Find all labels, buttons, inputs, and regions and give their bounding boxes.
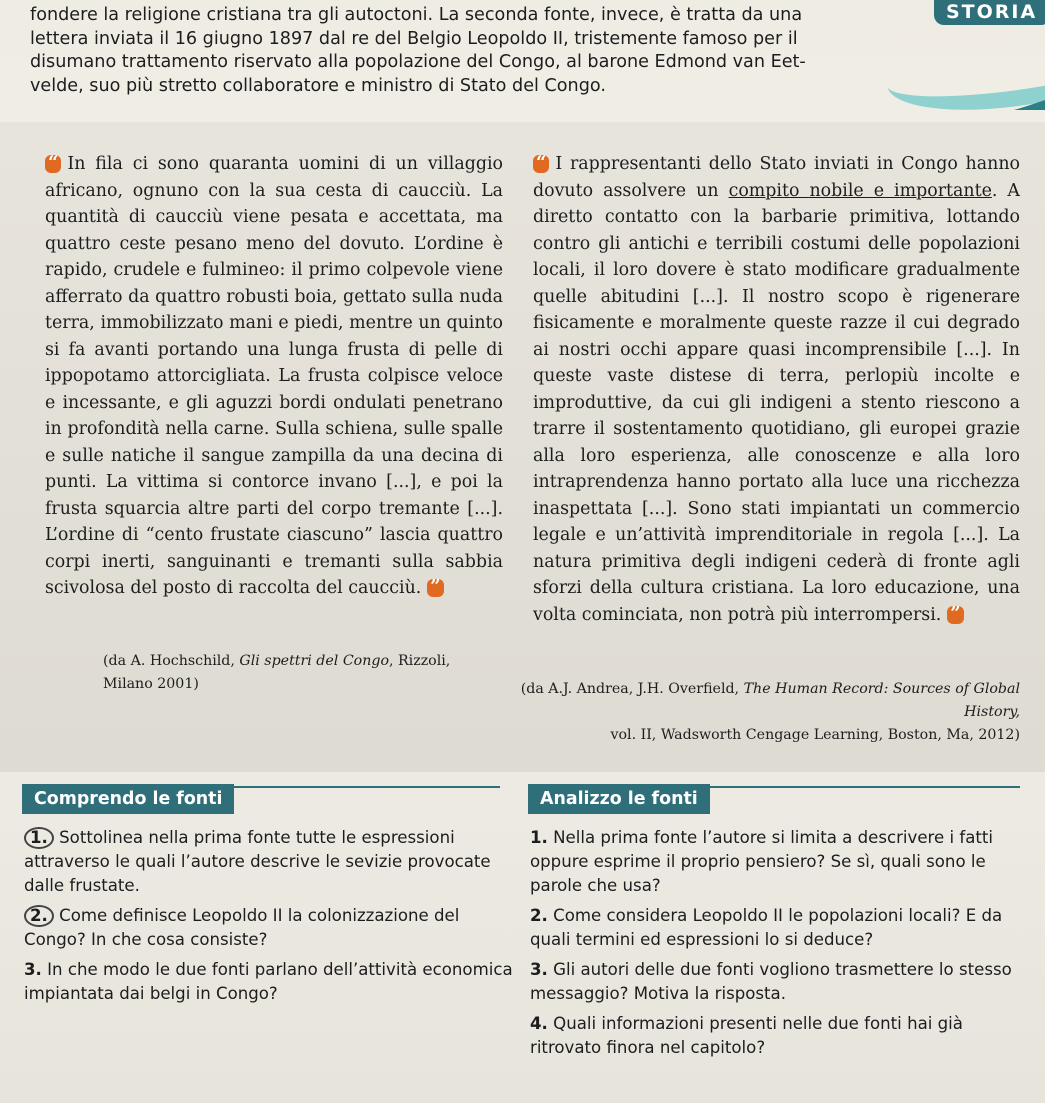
source-1-quote: [45, 151, 503, 602]
question-item: 2. Come considera Leopoldo II le popolazioni locali? E da quali termini ed espressioni lo si deduce?: [530, 906, 1003, 949]
intro-line: velde, suo più stretto collaboratore e ministro di Stato del Congo.: [30, 75, 606, 96]
source-1-text: In fila ci sono quaranta uomini di un villaggio africano, ognuno con la sua cesta di caucciù. La quantità di caucciù viene pesata e accettata, ma quattro ceste pesano meno del dovuto. L’ordine è rapido, crudele e fulmineo: il primo colpevole viene afferrato da quattro robusti boia, gettato sulla nuda terra, immobilizzato mani e piedi, mentre un quinto si fa avanti portando una lunga frusta di pelle di ippopotamo attorcigliata. La frusta colpisce veloce e incessante, e gli aguzzi bordi ondulati penetrano in profondità nella carne. Sulla schiena, sulle spalle e sulle natiche il sangue zampilla da una decina di punti. La vittima si contorce invano [...], e poi la frusta squarcia altre parti del corpo tremante [...]. L’ordine di “cento frustate ciascuno” lascia quattro corpi inerti, sanguinanti e tremanti sulla sabbia scivolosa del posto di raccolta del caucciù.: [45, 154, 503, 598]
source-2-text-before: I rappresentanti dello Stato inviati in Congo hanno dovuto assolvere un: [533, 154, 1020, 201]
intro-line: fondere la religione cristiana tra gli autoctoni. La seconda fonte, invece, è tratta da una: [30, 5, 803, 25]
source-2-text-after: . A diretto contatto con la barbarie primitiva, lottando contro gli antichi e terribili costumi delle popolazioni locali, il loro dovere è stato modificare gradualmente quelle abitudini [...]. Il nostro scopo è rigenerare fisicamente e moralmente queste razze il cui degrado ai nostri occhi appare quasi incomprensibile [...]. In queste vaste distese di terra, perlopiù incolte e improduttive, da cui gli indigeni a stento riescono a trarre il sostentamento quotidiano, gli europei grazie alla loro esperienza, alle conoscenze e alla loro intraprendenza hanno portato alla luce una ricchezza inaspettata [...]. Sono stati impiantati un commercio legale e un’attività imprenditoriale in regola [...]. La natura primitiva degli indigeni cederà di fronte agli sforzi della cultura cristiana. La loro educazione, una volta cominciata, non potrà più interrompersi.: [533, 180, 1020, 625]
analizzo-questions: [530, 826, 1022, 1066]
source-1-citation: (da A. Hochschild, Gli spettri del Congo, Rizzoli, Milano 2001): [103, 653, 451, 692]
source-2-citation: (da A.J. Andrea, J.H. Overfield, The Human Record: Sources of Global History, vol. II, Wadsworth Cengage Learning, Boston, Ma, 2012): [520, 681, 1020, 743]
open-quote-icon: “: [533, 155, 549, 173]
intro-paragraph: [30, 4, 840, 98]
intro-line: lettera inviata il 16 giugno 1897 dal re del Belgio Leopoldo II, tristemente famoso per il: [30, 28, 798, 49]
source-2-quote: [533, 151, 1020, 628]
question-item: 4. Quali informazioni presenti nelle due fonti hai già ritrovato finora nel capitolo?: [530, 1014, 963, 1057]
analizzo-heading: Analizzo le fonti: [528, 784, 710, 814]
question-item: 3. Gli autori delle due fonti vogliono trasmettere lo stesso messaggio? Motiva la risposta.: [530, 960, 1012, 1003]
underlined-phrase: compito nobile e importante: [728, 180, 992, 201]
comprendo-heading: Comprendo le fonti: [22, 784, 234, 814]
close-quote-icon: ”: [427, 579, 443, 597]
comprendo-questions: [24, 826, 514, 1012]
section-tag-label: STORIA: [934, 0, 1045, 25]
question-item: 1. Nella prima fonte l’autore si limita a descrivere i fatti oppure esprime il proprio pensiero? Se sì, quali sono le parole che usa?: [530, 828, 994, 895]
question-item: 3. In che modo le due fonti parlano dell’attività economica impiantata dai belgi in Congo?: [24, 960, 513, 1003]
close-quote-icon: ”: [947, 606, 963, 624]
open-quote-icon: “: [45, 155, 61, 173]
question-item: 1. Sottolinea nella prima fonte tutte le espressioni attraverso le quali l’autore descrive le sevizie provocate dalle frustate.: [24, 828, 491, 895]
section-tag: [876, 0, 1045, 110]
question-item: 2. Come definisce Leopoldo II la colonizzazione del Congo? In che cosa consiste?: [24, 906, 460, 949]
intro-line: disumano trattamento riservato alla popolazione del Congo, al barone Edmond van Eet-: [30, 52, 806, 72]
